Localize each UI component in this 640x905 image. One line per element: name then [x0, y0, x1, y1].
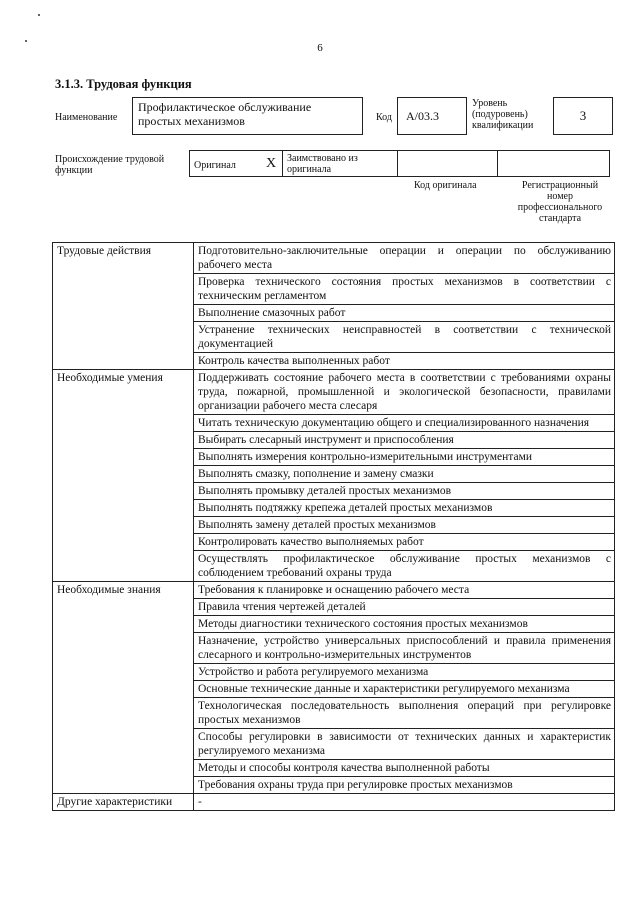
item-cell: Выполнять смазку, пополнение и замену смазки [194, 466, 615, 483]
function-name-value: Профилактическое обслуживание простых механизмов [138, 100, 312, 128]
origin-label: Происхождение трудовой функции [55, 154, 165, 176]
item-cell: Методы и способы контроля качества выполненной работы [194, 760, 615, 777]
borrowed-label: Заимствовано из оригинала [287, 152, 358, 175]
category-cell: Необходимые умения [53, 370, 194, 582]
original-cell [190, 151, 261, 177]
item-cell: Контролировать качество выполняемых работ [194, 534, 615, 551]
original-mark: X [265, 155, 277, 171]
labor-function-table [52, 242, 615, 811]
level-label: Уровень (подуровень) квалификации [472, 98, 534, 131]
borrowed-cell [283, 151, 398, 177]
page-number: 6 [317, 42, 323, 54]
item-cell: Выполнение смазочных работ [194, 305, 615, 322]
item-cell: Контроль качества выполненных работ [194, 353, 615, 370]
level-value: 3 [579, 108, 587, 123]
item-cell: Проверка технического состояния простых механизмов в соответствии с техническим регламентом [194, 274, 615, 305]
name-label: Наименование [55, 112, 118, 123]
item-cell: Читать техническую документацию общего и специализированного назначения [194, 415, 615, 432]
item-cell: Правила чтения чертежей деталей [194, 599, 615, 616]
item-cell: Технологическая последовательность выполнения операций при регулировке простых механизмов [194, 698, 615, 729]
function-name-box [132, 97, 363, 135]
original-label: Оригинал [194, 159, 236, 171]
item-cell: Требования охраны труда при регулировке простых механизмов [194, 777, 615, 794]
item-cell: Осуществлять профилактическое обслуживание простых механизмов с соблюдением требований охраны труда [194, 551, 615, 582]
table-row [53, 370, 615, 415]
reg-number-label: Регистрационный номер профессионального стандарта [517, 180, 603, 224]
item-cell: Поддерживать состояние рабочего места в соответствии с требованиями охраны труда, пожарной, промышленной и экологической безопасности, правилами организации рабочего места слесаря [194, 370, 615, 415]
item-cell: Методы диагностики технического состояния простых механизмов [194, 616, 615, 633]
original-mark-cell [260, 151, 283, 177]
scan-speck [38, 14, 40, 16]
origin-code-label: Код оригинала [414, 180, 477, 191]
reg-number-cell [498, 151, 610, 177]
item-cell: Выполнять измерения контрольно-измерительными инструментами [194, 449, 615, 466]
item-cell: Подготовительно-заключительные операции и операции по обслуживанию рабочего места [194, 243, 615, 274]
code-label: Код [376, 112, 392, 123]
category-cell: Другие характеристики [53, 794, 194, 811]
table-row [53, 582, 615, 599]
item-cell: Выполнять подтяжку крепежа деталей простых механизмов [194, 500, 615, 517]
code-value: А/03.3 [406, 109, 439, 123]
item-cell: Устройство и работа регулируемого механизма [194, 664, 615, 681]
category-cell: Трудовые действия [53, 243, 194, 370]
category-cell: Необходимые знания [53, 582, 194, 794]
item-cell: Основные технические данные и характеристики регулируемого механизма [194, 681, 615, 698]
item-cell: Выполнять промывку деталей простых механизмов [194, 483, 615, 500]
item-cell: Устранение технических неисправностей в соответствии с технической документацией [194, 322, 615, 353]
item-cell: Требования к планировке и оснащению рабочего места [194, 582, 615, 599]
origin-code-cell [398, 151, 498, 177]
origin-table [189, 150, 610, 177]
item-cell: Выполнять замену деталей простых механизмов [194, 517, 615, 534]
level-box [553, 97, 613, 135]
table-row [53, 794, 615, 811]
item-cell: - [194, 794, 615, 811]
item-cell: Назначение, устройство универсальных приспособлений и правила применения слесарного и контрольно-измерительных инструментов [194, 633, 615, 664]
section-title: 3.1.3. Трудовая функция [55, 77, 192, 91]
code-box [397, 97, 467, 135]
table-row [53, 243, 615, 274]
item-cell: Выбирать слесарный инструмент и приспособления [194, 432, 615, 449]
item-cell: Способы регулировки в зависимости от технических данных и характеристик регулируемого механизма [194, 729, 615, 760]
